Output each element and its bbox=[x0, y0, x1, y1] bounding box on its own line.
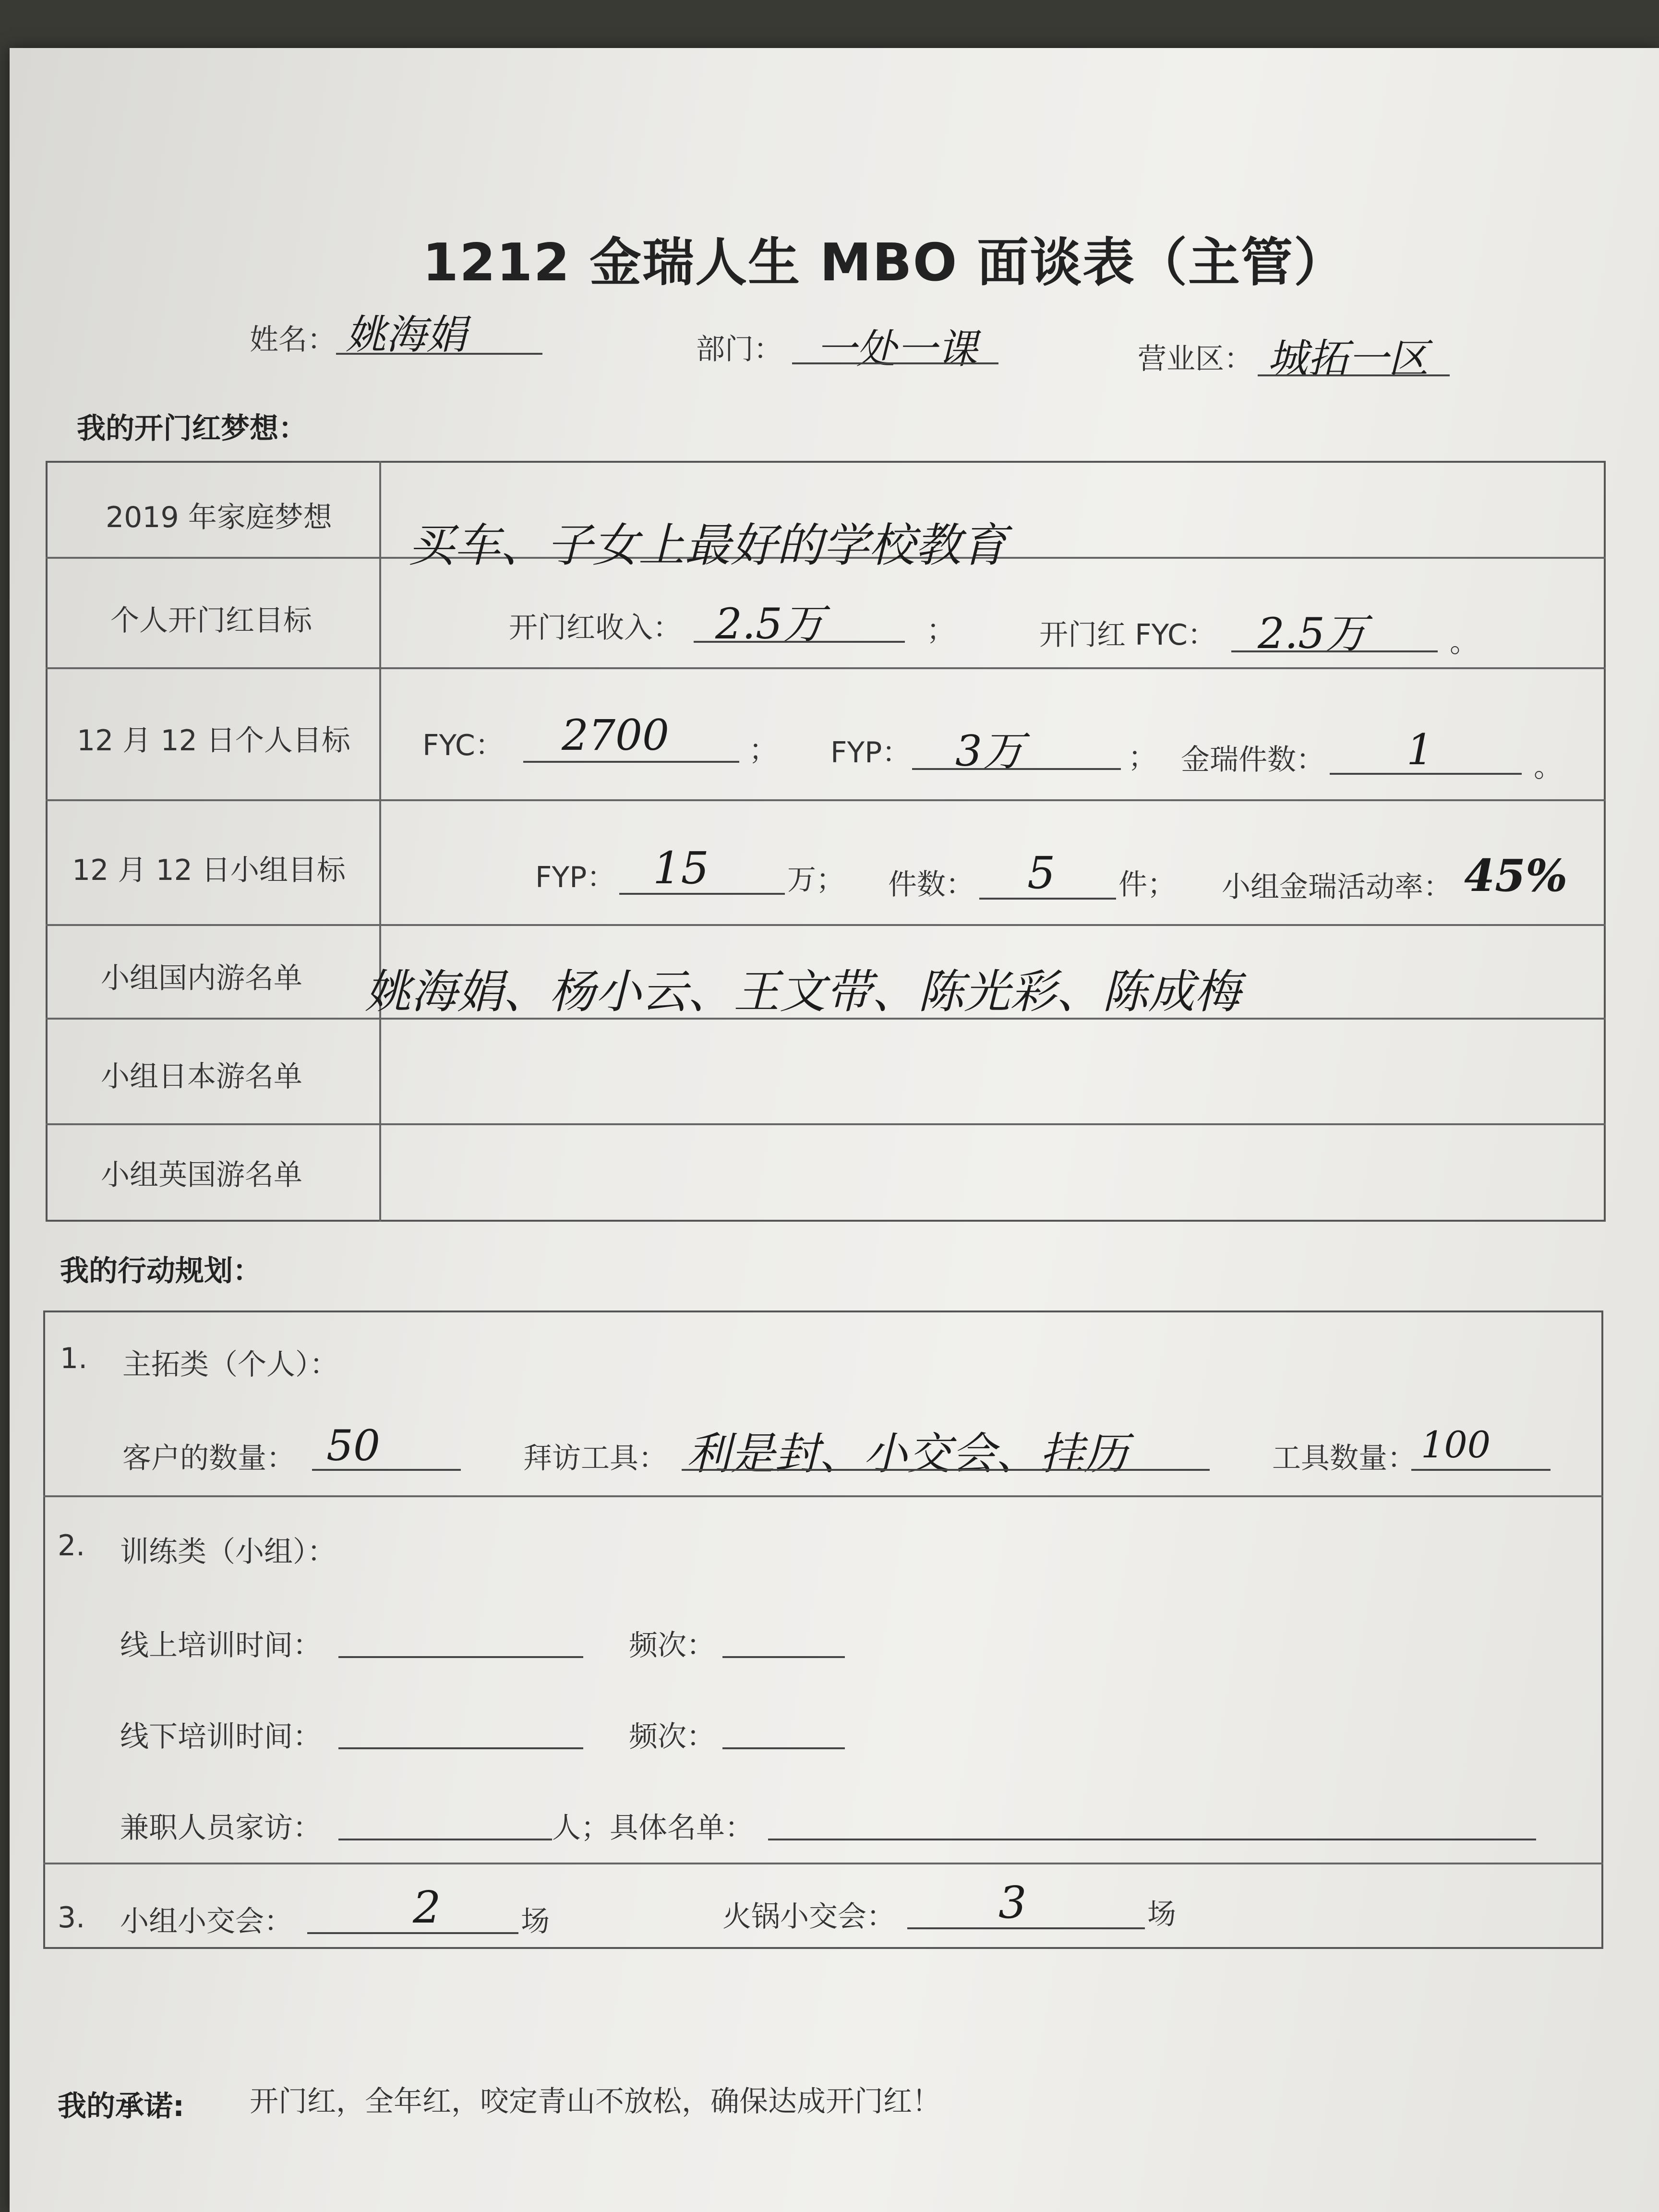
p-fyp-label: FYP： bbox=[830, 736, 911, 769]
d1212-personal-label: 12 月 12 日个人目标 bbox=[77, 724, 350, 757]
separator: 。 bbox=[1450, 625, 1479, 659]
g-fyp-unit: 万； bbox=[787, 863, 845, 897]
dept-label: 部门： bbox=[696, 333, 782, 366]
p-count-label: 金瑞件数： bbox=[1181, 743, 1325, 777]
s2-title: 训练类（小组）： bbox=[120, 1535, 336, 1569]
row-divider bbox=[43, 1495, 1603, 1497]
separator: ； bbox=[1128, 741, 1157, 774]
domestic-value: 姚海娟、杨小云、王文带、陈光彩、陈成梅 bbox=[365, 965, 1240, 1019]
p-fyp-underline bbox=[912, 768, 1121, 770]
clients-label: 客户的数量： bbox=[122, 1442, 295, 1475]
family-dream-value: 买车、子女上最好的学校教育 bbox=[408, 518, 1007, 572]
g-fyp-value: 15 bbox=[653, 842, 709, 894]
area-value: 城拓一区 bbox=[1267, 335, 1429, 382]
d1212-group-label: 12 月 12 日小组目标 bbox=[72, 854, 346, 887]
tools-label: 拜访工具： bbox=[523, 1442, 667, 1475]
g-count-value: 5 bbox=[1027, 847, 1056, 899]
row-divider bbox=[46, 799, 1606, 801]
group-meet-unit: 场 bbox=[521, 1905, 550, 1938]
tools-underline bbox=[682, 1469, 1210, 1471]
name-underline bbox=[336, 353, 542, 355]
row-divider bbox=[43, 1863, 1603, 1864]
clients-value: 50 bbox=[326, 1421, 380, 1470]
offline-freq-label: 频次： bbox=[629, 1720, 715, 1754]
g-count-label: 件数： bbox=[888, 868, 974, 902]
online-underline[interactable] bbox=[338, 1656, 583, 1658]
p-count-underline bbox=[1330, 773, 1522, 775]
offline-label: 线下培训时间： bbox=[120, 1720, 322, 1754]
hotpot-underline bbox=[907, 1927, 1145, 1929]
parttime-names-underline[interactable] bbox=[768, 1839, 1536, 1840]
dream-heading: 我的开门红梦想： bbox=[77, 412, 307, 445]
family-dream-label: 2019 年家庭梦想 bbox=[106, 501, 332, 534]
p-fyp-value: 3万 bbox=[955, 726, 1024, 776]
tool-count-label: 工具数量： bbox=[1272, 1442, 1416, 1475]
group-meet-underline bbox=[307, 1932, 518, 1934]
fyc-underline bbox=[1231, 650, 1438, 652]
uk-label: 小组英国游名单 bbox=[101, 1158, 302, 1192]
form-title: 1212 金瑞人生 MBO 面谈表（主管） bbox=[422, 233, 1346, 293]
japan-label: 小组日本游名单 bbox=[101, 1060, 302, 1094]
parttime-label: 兼职人员家访： bbox=[120, 1811, 322, 1845]
g-rate-value: 45% bbox=[1464, 850, 1568, 902]
s3-num: 3. bbox=[58, 1901, 85, 1935]
parttime-unit: 人；具体名单： bbox=[552, 1811, 754, 1845]
s1-title: 主拓类（个人）： bbox=[122, 1348, 338, 1382]
dept-value: 一处一课 bbox=[816, 325, 978, 373]
tools-value: 利是封、小交会、挂历 bbox=[686, 1428, 1129, 1479]
dream-table bbox=[46, 461, 1606, 1222]
hotpot-unit: 场 bbox=[1147, 1898, 1176, 1931]
group-meet-label: 小组小交会： bbox=[120, 1905, 293, 1938]
fyc-label: 开门红 FYC： bbox=[1039, 618, 1216, 652]
g-count-unit: 件； bbox=[1118, 868, 1176, 902]
name-value: 姚海娟 bbox=[346, 311, 467, 358]
p-fyc-underline bbox=[523, 761, 739, 763]
online-label: 线上培训时间： bbox=[120, 1629, 322, 1662]
clients-underline bbox=[312, 1469, 461, 1471]
action-heading: 我的行动规划： bbox=[60, 1254, 262, 1288]
area-label: 营业区： bbox=[1138, 342, 1253, 376]
s1-num: 1. bbox=[60, 1342, 88, 1375]
g-count-underline bbox=[979, 898, 1116, 900]
p-fyc-value: 2700 bbox=[562, 710, 669, 760]
name-label: 姓名： bbox=[250, 323, 336, 357]
g-fyp-underline bbox=[619, 893, 785, 895]
row-divider bbox=[46, 1123, 1606, 1125]
promise-text: 开门红，全年红，咬定青山不放松，确保达成开门红！ bbox=[250, 2085, 941, 2118]
area-underline bbox=[1258, 374, 1450, 376]
row-divider bbox=[46, 667, 1606, 669]
row-divider bbox=[46, 924, 1606, 926]
separator: 。 bbox=[1534, 750, 1563, 784]
domestic-label: 小组国内游名单 bbox=[101, 962, 302, 995]
online-freq-underline[interactable] bbox=[722, 1656, 845, 1658]
g-rate-label: 小组金瑞活动率： bbox=[1222, 870, 1452, 904]
online-freq-label: 频次： bbox=[629, 1629, 715, 1662]
p-count-value: 1 bbox=[1407, 725, 1433, 774]
tool-count-value: 100 bbox=[1421, 1423, 1491, 1466]
separator: ； bbox=[749, 733, 778, 767]
dept-underline bbox=[792, 362, 998, 364]
income-underline bbox=[694, 641, 905, 643]
income-label: 开门红收入： bbox=[509, 611, 682, 645]
p-fyc-label: FYC： bbox=[422, 729, 504, 762]
parttime-underline[interactable] bbox=[338, 1839, 552, 1840]
fyc-value: 2.5万 bbox=[1258, 609, 1367, 658]
s2-num: 2. bbox=[58, 1529, 85, 1563]
group-meet-value: 2 bbox=[413, 1882, 441, 1933]
tool-count-underline bbox=[1411, 1469, 1551, 1471]
separator: ； bbox=[926, 613, 955, 647]
income-value: 2.5万 bbox=[715, 599, 825, 649]
hotpot-label: 火锅小交会： bbox=[722, 1900, 895, 1934]
g-fyp-label: FYP： bbox=[535, 861, 616, 894]
personal-target-label: 个人开门红目标 bbox=[110, 604, 312, 637]
offline-underline[interactable] bbox=[338, 1747, 583, 1749]
offline-freq-underline[interactable] bbox=[722, 1747, 845, 1749]
promise-label: 我的承诺: bbox=[58, 2090, 184, 2123]
hotpot-value: 3 bbox=[998, 1877, 1027, 1928]
dream-table-divider bbox=[379, 461, 381, 1222]
